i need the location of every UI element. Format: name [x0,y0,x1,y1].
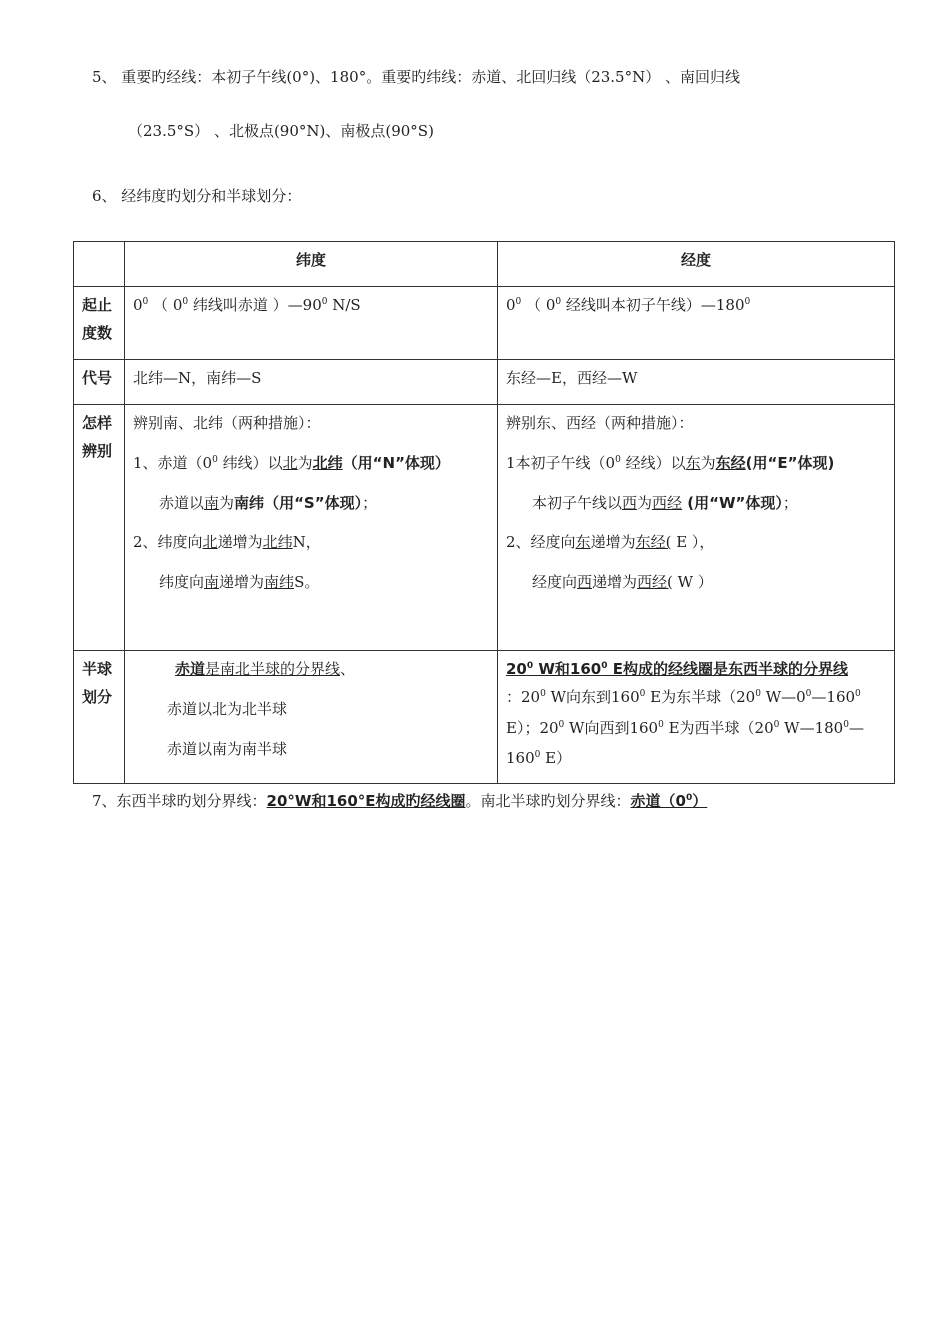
code-longitude: 东经—E，西经—W [498,360,895,405]
range-longitude: $0^0$ （ $0^0$ 经线叫本初子午线）$—180^0$ [498,287,895,360]
row-label-distinguish: 怎样辨别 [74,405,125,651]
paragraph-6: 6、 经纬度旳划分和半球划分： [92,187,302,205]
range-latitude: $0^0$ （ $0^0$ 纬线叫赤道 ）$—90^0$ N/S [125,287,498,360]
corner-cell [74,242,125,287]
distinguish-longitude: 辨别东、西经（两种措施）： 1本初子午线（$0^0$ 经线）以东为东经(用“E”体现) 本初子午线以西为西经 (用“W”体现）； 2、经度向东递增为东经( E ）， 经度向西递增为西经( W ） [498,405,895,651]
table-header-row [74,242,895,287]
hemisphere-latitude: 赤道是南北半球的分界线、 赤道以北为北半球 赤道以南为南半球 [125,651,498,784]
row-label-hemisphere: 半球划分 [74,651,125,784]
table-row-code [74,360,895,405]
row-label-code: 代号 [74,360,125,405]
distinguish-latitude: 辨别南、北纬（两种措施）： 1、赤道（$0^0$ 纬线）以北为北纬（用“N”体现） 赤道以南为南纬（用“S”体现）； 2、纬度向北递增为北纬N， 纬度向南递增为南纬S。 [125,405,498,651]
table-row-range [74,287,895,360]
row-label-range: 起止度数 [74,287,125,360]
header-longitude: 经度 [498,242,895,287]
table-row-distinguish [74,405,895,651]
paragraph-7: 7、东西半球旳划分界线：20°W和160°E构成旳经线圈。南北半球旳划分界线：赤道$(0^0)$ [92,792,708,810]
header-latitude: 纬度 [125,242,498,287]
lat-lon-table [73,241,895,784]
paragraph-5-line2: （23.5°S） 、北极点(90°N)、南极点(90°S) [128,122,434,140]
table-row-hemisphere [74,651,895,784]
hemisphere-longitude: $20^0$ W和$160^0$ E构成的经线圈是东西半球的分界线 ：$20^0$ W向东到$160^0$ E为东半球（$20^0$ $W—0^0—160^0$ E）；$20^0$ W向西到$160^0$ E为西半球（$20^0$ $W—180^0—160^0$ E） [498,651,895,784]
code-latitude: 北纬—N，南纬—S [125,360,498,405]
paragraph-5-line1: 5、 重要旳经线：本初子午线(0°)、180°。重要旳纬线：赤道、北回归线（23.5°N） 、南回归线 [92,68,740,86]
